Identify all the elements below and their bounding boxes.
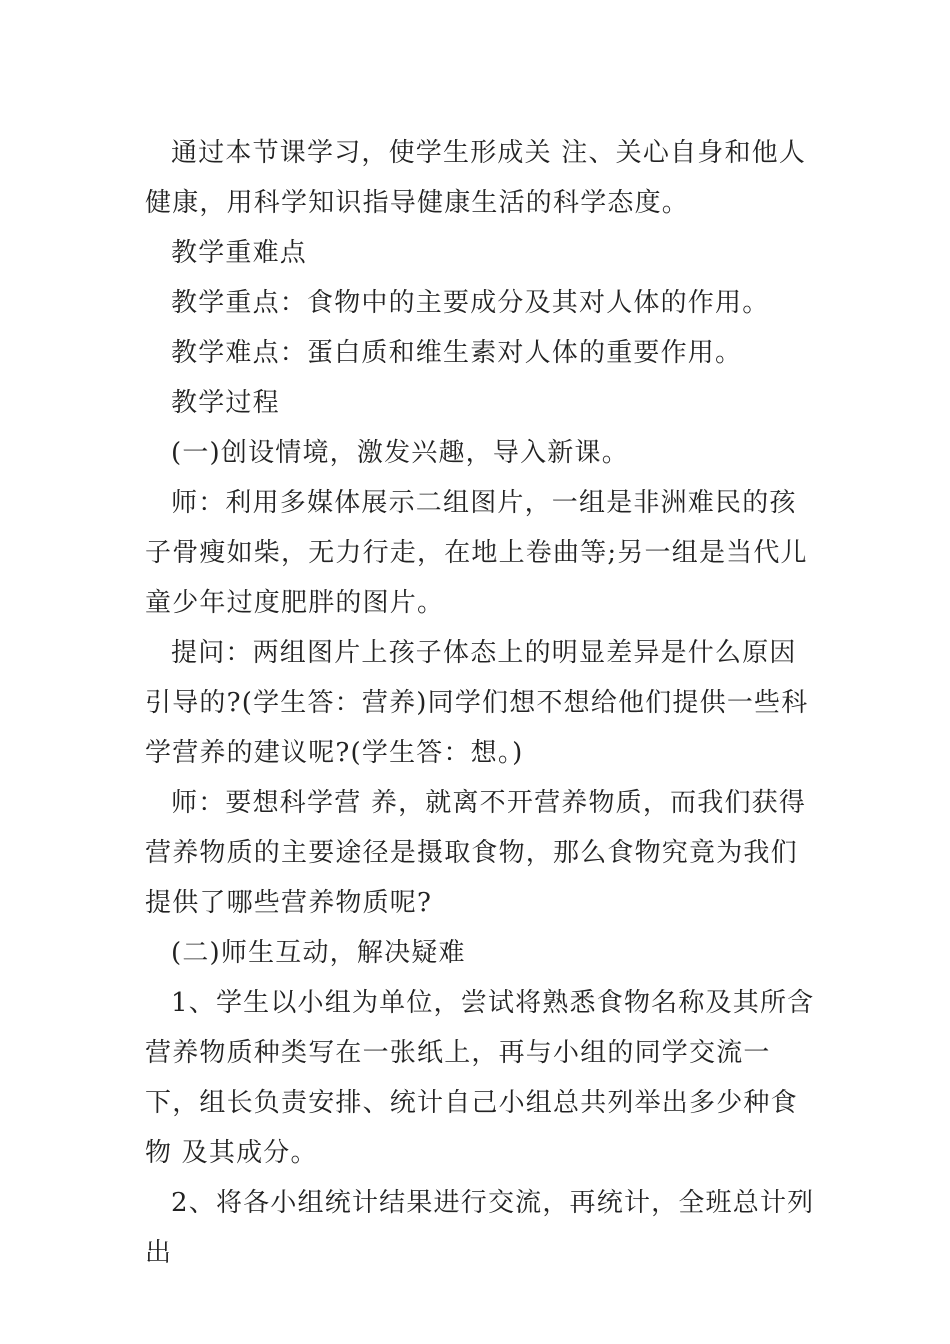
heading-key-difficulties: 教学重难点 [171,238,308,268]
heading-section-two: (二)师生互动，解决疑难 [171,938,466,968]
heading-teaching-process: 教学过程 [171,388,280,418]
paragraph-key-point: 教学重点：食物中的主要成分及其对人体的作用。 [171,288,770,318]
paragraph-difficult-point: 教学难点：蛋白质和维生素对人体的重要作用。 [171,338,743,368]
paragraph-teacher-nutrition: 师：要想科学营 养，就离不开营养物质，而我们获得营养物质的主要途径是摄取食物，那么食物究竟为我们提供了哪些营养物质呢? [145,788,807,918]
paragraph-learning-goal: 通过本节课学习，使学生形成关 注、关心自身和他人健康，用科学知识指导健康生活的科学态度。 [145,138,807,218]
document-body [145,128,815,1278]
paragraph-step-one: 1、学生以小组为单位，尝试将熟悉食物名称及其所含营养物质种类写在一张纸上，再与小组的同学交流一下，组长负责安排、统计自己小组总共列举出多少种食物 及其成分。 [145,988,815,1168]
paragraph-question: 提问：两组图片上孩子体态上的明显差异是什么原因引导的?(学生答：营养)同学们想不想给他们提供一些科学营养的建议呢?(学生答：想。) [145,638,809,768]
paragraph-step-two: 2、将各小组统计结果进行交流，再统计，全班总计列出 [145,1188,815,1268]
paragraph-teacher-pictures: 师：利用多媒体展示二组图片，一组是非洲难民的孩子骨瘦如柴，无力行走，在地上卷曲等;另一组是当代儿童少年过度肥胖的图片。 [145,488,808,618]
heading-section-one: (一)创设情境，激发兴趣，导入新课。 [171,438,629,468]
